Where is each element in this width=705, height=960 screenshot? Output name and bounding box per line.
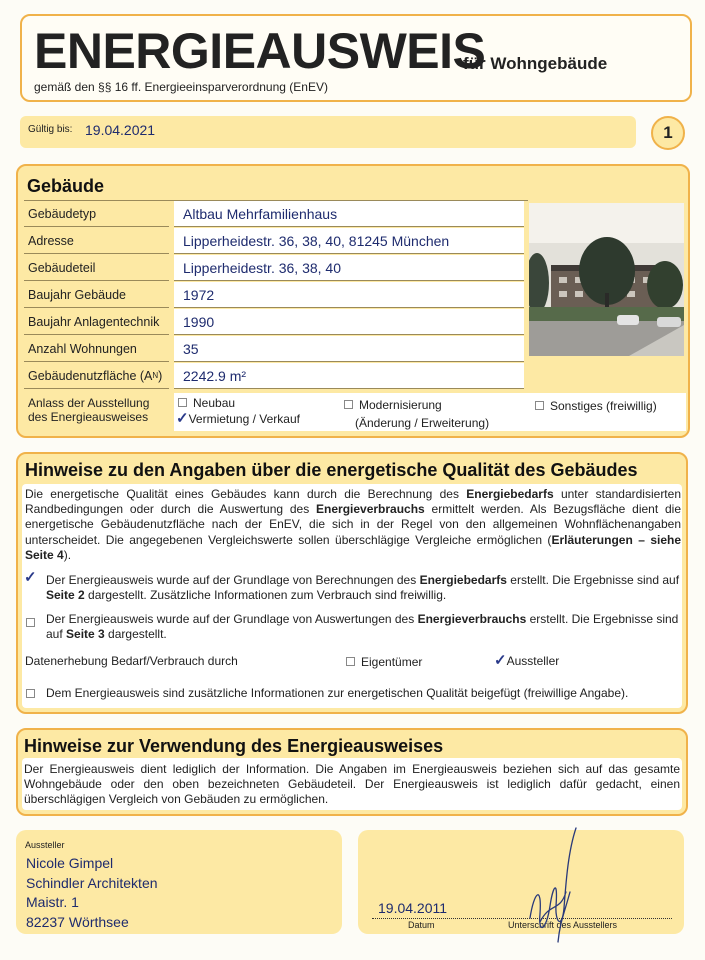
option-verbrauch-text: erstellt. Die Ergebnisse sind auf bbox=[46, 612, 679, 642]
row-value: 2242.9 m² bbox=[174, 363, 524, 389]
intro-bold: Erläuterungen – siehe Seite 4 bbox=[25, 532, 682, 562]
option-eigentuemer[interactable] bbox=[346, 655, 422, 669]
option-aussteller-label: Aussteller bbox=[506, 654, 560, 668]
option-modernisierung-label: Modernisierung bbox=[359, 398, 442, 412]
row-label: Anzahl Wohnungen bbox=[24, 336, 169, 362]
aussteller-street: Maistr. 1 bbox=[26, 894, 79, 910]
option-verbrauch-bold: Seite 3 bbox=[66, 627, 105, 642]
intro-text: ermittelt werden. Als Bezugsfläche dient die energetische Gebäudenutzfläche nach der EnEV, die sich in der Regel von den allgemeinen Wohnflächenangaben unterscheidet. Die angegebenen Vergleichswerte sollen überschlägige Vergleiche ermöglichen ( bbox=[25, 502, 681, 547]
table-row bbox=[24, 336, 524, 362]
option-sonstiges[interactable] bbox=[535, 399, 657, 413]
document-subtitle: gemäß den §§ 16 ff. Energieeinsparverordnung (EnEV) bbox=[34, 80, 328, 94]
anlass-label bbox=[28, 396, 149, 424]
option-bedarf-text: erstellt. Die Ergebnisse sind auf bbox=[506, 573, 680, 587]
checkmark-icon[interactable]: ✓ bbox=[176, 410, 189, 427]
option-verbrauch bbox=[46, 612, 680, 642]
row-value: 1972 bbox=[174, 282, 524, 308]
signature-date-label: Datum bbox=[408, 920, 435, 930]
page-number: 1 bbox=[663, 123, 673, 142]
row-value: Altbau Mehrfamilienhaus bbox=[174, 201, 524, 227]
table-row bbox=[24, 282, 524, 308]
option-bedarf-bold: Seite 2 bbox=[46, 588, 85, 603]
checkmark-icon[interactable]: ✓ bbox=[24, 569, 37, 586]
checkbox-verbrauch[interactable] bbox=[26, 615, 41, 633]
option-eigentuemer-label: Eigentümer bbox=[361, 655, 423, 669]
option-bedarf-text: dargestellt. Zusätzliche Informationen zum Verbrauch sind freiwillig. bbox=[84, 588, 447, 603]
option-vermietung[interactable] bbox=[176, 409, 300, 427]
datenerhebung-label: Datenerhebung Bedarf/Verbrauch durch bbox=[25, 654, 238, 668]
document-title: ENERGIEAUSWEIS bbox=[34, 23, 486, 79]
intro-text: unter standardisierten Randbedingungen oder durch die Auswertung des bbox=[25, 487, 681, 517]
table-row bbox=[24, 255, 524, 281]
handwritten-signature bbox=[520, 822, 590, 948]
intro-text: ). bbox=[63, 547, 72, 562]
building-photo-image bbox=[529, 203, 684, 356]
checkbox-sonstiges[interactable] bbox=[535, 401, 544, 410]
row-value: 35 bbox=[174, 336, 524, 362]
option-verbrauch-text: Der Energieausweis wurde auf der Grundlage von Auswertungen des bbox=[46, 612, 418, 626]
table-row bbox=[24, 201, 524, 227]
anlass-label-line2: des Energieausweises bbox=[28, 410, 149, 424]
checkmark-icon[interactable]: ✓ bbox=[494, 652, 507, 669]
intro-text: Die energetische Qualität eines Gebäudes kann durch die Berechnung des bbox=[25, 487, 467, 501]
row-label: Baujahr Anlagentechnik bbox=[24, 309, 169, 335]
checkbox-box[interactable] bbox=[26, 689, 35, 698]
aussteller-firm: Schindler Architekten bbox=[26, 874, 158, 891]
anlass-label-line1: Anlass der Ausstellung bbox=[28, 396, 150, 410]
page-number-badge bbox=[651, 116, 685, 150]
aussteller-city: 82237 Wörthsee bbox=[26, 913, 129, 930]
option-bedarf bbox=[46, 573, 680, 603]
option-vermietung-label: Vermietung / Verkauf bbox=[188, 412, 300, 426]
row-value: Lipperheidestr. 36, 38, 40 bbox=[174, 255, 524, 281]
row-value: Lipperheidestr. 36, 38, 40, 81245 München bbox=[174, 228, 524, 254]
aussteller-label: Aussteller bbox=[25, 840, 65, 850]
row-label bbox=[24, 363, 169, 389]
option-bedarf-bold: Energiebedarfs bbox=[419, 573, 507, 587]
checkbox-neubau[interactable] bbox=[178, 398, 187, 407]
checkbox-zusatz[interactable] bbox=[26, 686, 41, 704]
hinweise-angaben-title: Hinweise zu den Angaben über die energetische Qualität des Gebäudes bbox=[25, 460, 638, 480]
row-label-text: Gebäudenutzfläche (A bbox=[28, 368, 153, 383]
row-label: Adresse bbox=[24, 228, 169, 254]
intro-paragraph bbox=[25, 487, 681, 563]
row-label: Baujahr Gebäude bbox=[24, 282, 169, 308]
aussteller-name: Nicole Gimpel bbox=[26, 855, 114, 871]
row-label: Gebäudetyp bbox=[24, 201, 169, 227]
signature-date: 19.04.2011 bbox=[378, 900, 448, 916]
row-label: Gebäudeteil bbox=[24, 255, 169, 281]
checkbox-box[interactable] bbox=[26, 618, 35, 627]
option-neubau[interactable] bbox=[178, 396, 235, 410]
building-photo bbox=[529, 203, 684, 356]
checkbox-eigentuemer[interactable] bbox=[346, 657, 355, 666]
row-label-end: ) bbox=[158, 368, 163, 383]
option-modernisierung[interactable] bbox=[344, 396, 489, 432]
intro-bold: Energiebedarfs bbox=[466, 487, 554, 501]
table-row bbox=[24, 228, 524, 254]
option-neubau-label: Neubau bbox=[193, 396, 236, 410]
table-row bbox=[24, 363, 524, 389]
row-value: 1990 bbox=[174, 309, 524, 335]
signature-label: Unterschrift des Ausstellers bbox=[508, 920, 618, 930]
aussteller-address bbox=[26, 854, 158, 932]
option-bedarf-text: Der Energieausweis wurde auf der Grundlage von Berechnungen des bbox=[46, 573, 420, 587]
table-row bbox=[24, 309, 524, 335]
hinweise-verwendung-text: Der Energieausweis dient lediglich der Information. Die Angaben im Energieausweis beziehen sich auf das gesamte Wohngebäude oder den oben bezeichneten Gebäudeteil. Der Energieausweis ist lediglich dafür gedacht, einen überschlägigen Vergleich von Gebäuden zu ermöglichen. bbox=[24, 762, 680, 807]
zusatz-text: Dem Energieausweis sind zusätzliche Informationen zur energetischen Qualität beigefügt (freiwillige Angabe). bbox=[46, 686, 629, 700]
hinweise-verwendung-title: Hinweise zur Verwendung des Energieausweises bbox=[24, 736, 444, 756]
validity-date: 19.04.2021 bbox=[85, 122, 156, 138]
validity-label: Gültig bis: bbox=[28, 124, 73, 135]
option-verbrauch-bold: Energieverbrauchs bbox=[417, 612, 527, 626]
gebaeude-table bbox=[24, 200, 528, 391]
gebaeude-title: Gebäude bbox=[27, 176, 105, 196]
checkbox-modernisierung[interactable] bbox=[344, 400, 353, 409]
option-modernisierung-label2: (Änderung / Erweiterung) bbox=[355, 416, 490, 430]
row-label-sub: N bbox=[152, 371, 159, 380]
option-aussteller[interactable] bbox=[494, 651, 559, 669]
option-sonstiges-label: Sonstiges (freiwillig) bbox=[550, 399, 657, 413]
intro-bold: Energieverbrauchs bbox=[316, 502, 425, 517]
document-title-suffix: für Wohngebäude bbox=[463, 54, 608, 73]
option-verbrauch-text: dargestellt. bbox=[104, 627, 167, 642]
